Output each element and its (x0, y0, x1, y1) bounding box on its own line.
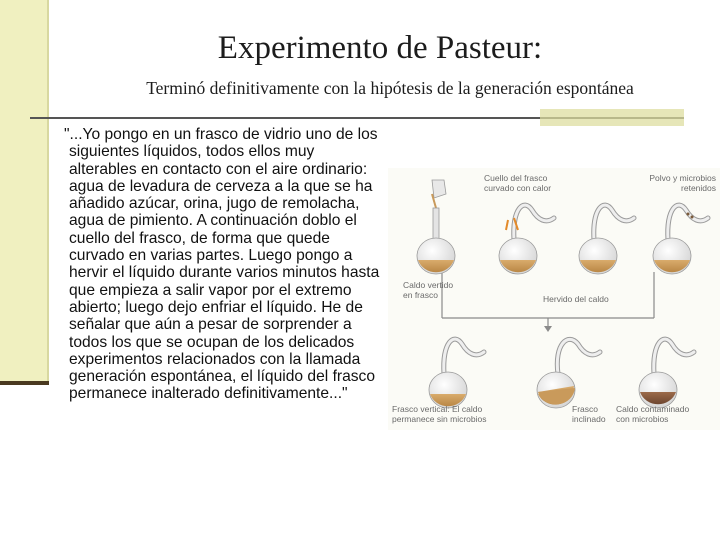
flask-curved-neck (499, 205, 554, 274)
pasteur-flask-illustration (388, 168, 720, 430)
label-caldo-contaminado: Caldo contaminado con microbios (616, 404, 690, 424)
flask-retained-microbes (653, 205, 708, 274)
flask-broth (654, 260, 690, 272)
label-frasco-inclinado: Frasco inclinado (572, 404, 606, 424)
microbe-dot (691, 216, 694, 219)
beaker (432, 180, 446, 198)
pasteur-quote: "...Yo pongo en un frasco de vidrio uno de los siguientes líquidos, todos ellos muy alterables en contacto con el aire ordinario: agua de levadura de cerveza a la que se ha añadido azúcar, orina, jugo de remolacha, agua de pimiento. A continuación doblo el cuello del frasco, de forma que quede curvado en varias partes. Luego pongo a hervir el líquido durante varios minutos hasta que empieza a salir vapor por el extremo abierto; luego dejo enfriar el líquido. He de señalar que aún a pesar de sorprender a todos los que se ocupan de los delicados experimentos relacionados con la llamada generación espontánea, el líquido del frasco permanece inalterado definitivamente..." (64, 126, 380, 403)
flask-inclined (537, 339, 600, 408)
flask-broth (418, 260, 454, 272)
label-cuello: Cuello del frasco curvado con calor (484, 173, 552, 193)
slide-title: Experimento de Pasteur: (217, 30, 543, 66)
label-polvo: Polvo y microbios retenidos (649, 173, 716, 193)
title-divider (30, 117, 540, 119)
flask-broth (580, 260, 616, 272)
flow-arrowhead (544, 326, 552, 332)
slide-subtitle: Terminó definitivamente con la hipótesis de la generación espontánea (146, 78, 634, 98)
left-bar-edge (47, 0, 49, 385)
microbe-dot (687, 213, 690, 216)
left-bar-bottom-line (0, 381, 49, 385)
left-decorative-bar (0, 0, 47, 385)
flask-neck (433, 208, 439, 242)
flask-vertical (429, 339, 484, 408)
label-caldo-vertido: Caldo vertido en frasco (403, 280, 454, 300)
flask-contaminated (639, 339, 694, 408)
flask-boiling (579, 205, 634, 274)
label-frasco-vertical: Frasco vertical: El caldo permanece sin microbios (392, 404, 487, 424)
label-hervido: Hervido del caldo (543, 294, 609, 304)
divider-accent-line (540, 117, 684, 119)
flask-pouring (417, 180, 455, 274)
flask-broth (500, 260, 536, 272)
